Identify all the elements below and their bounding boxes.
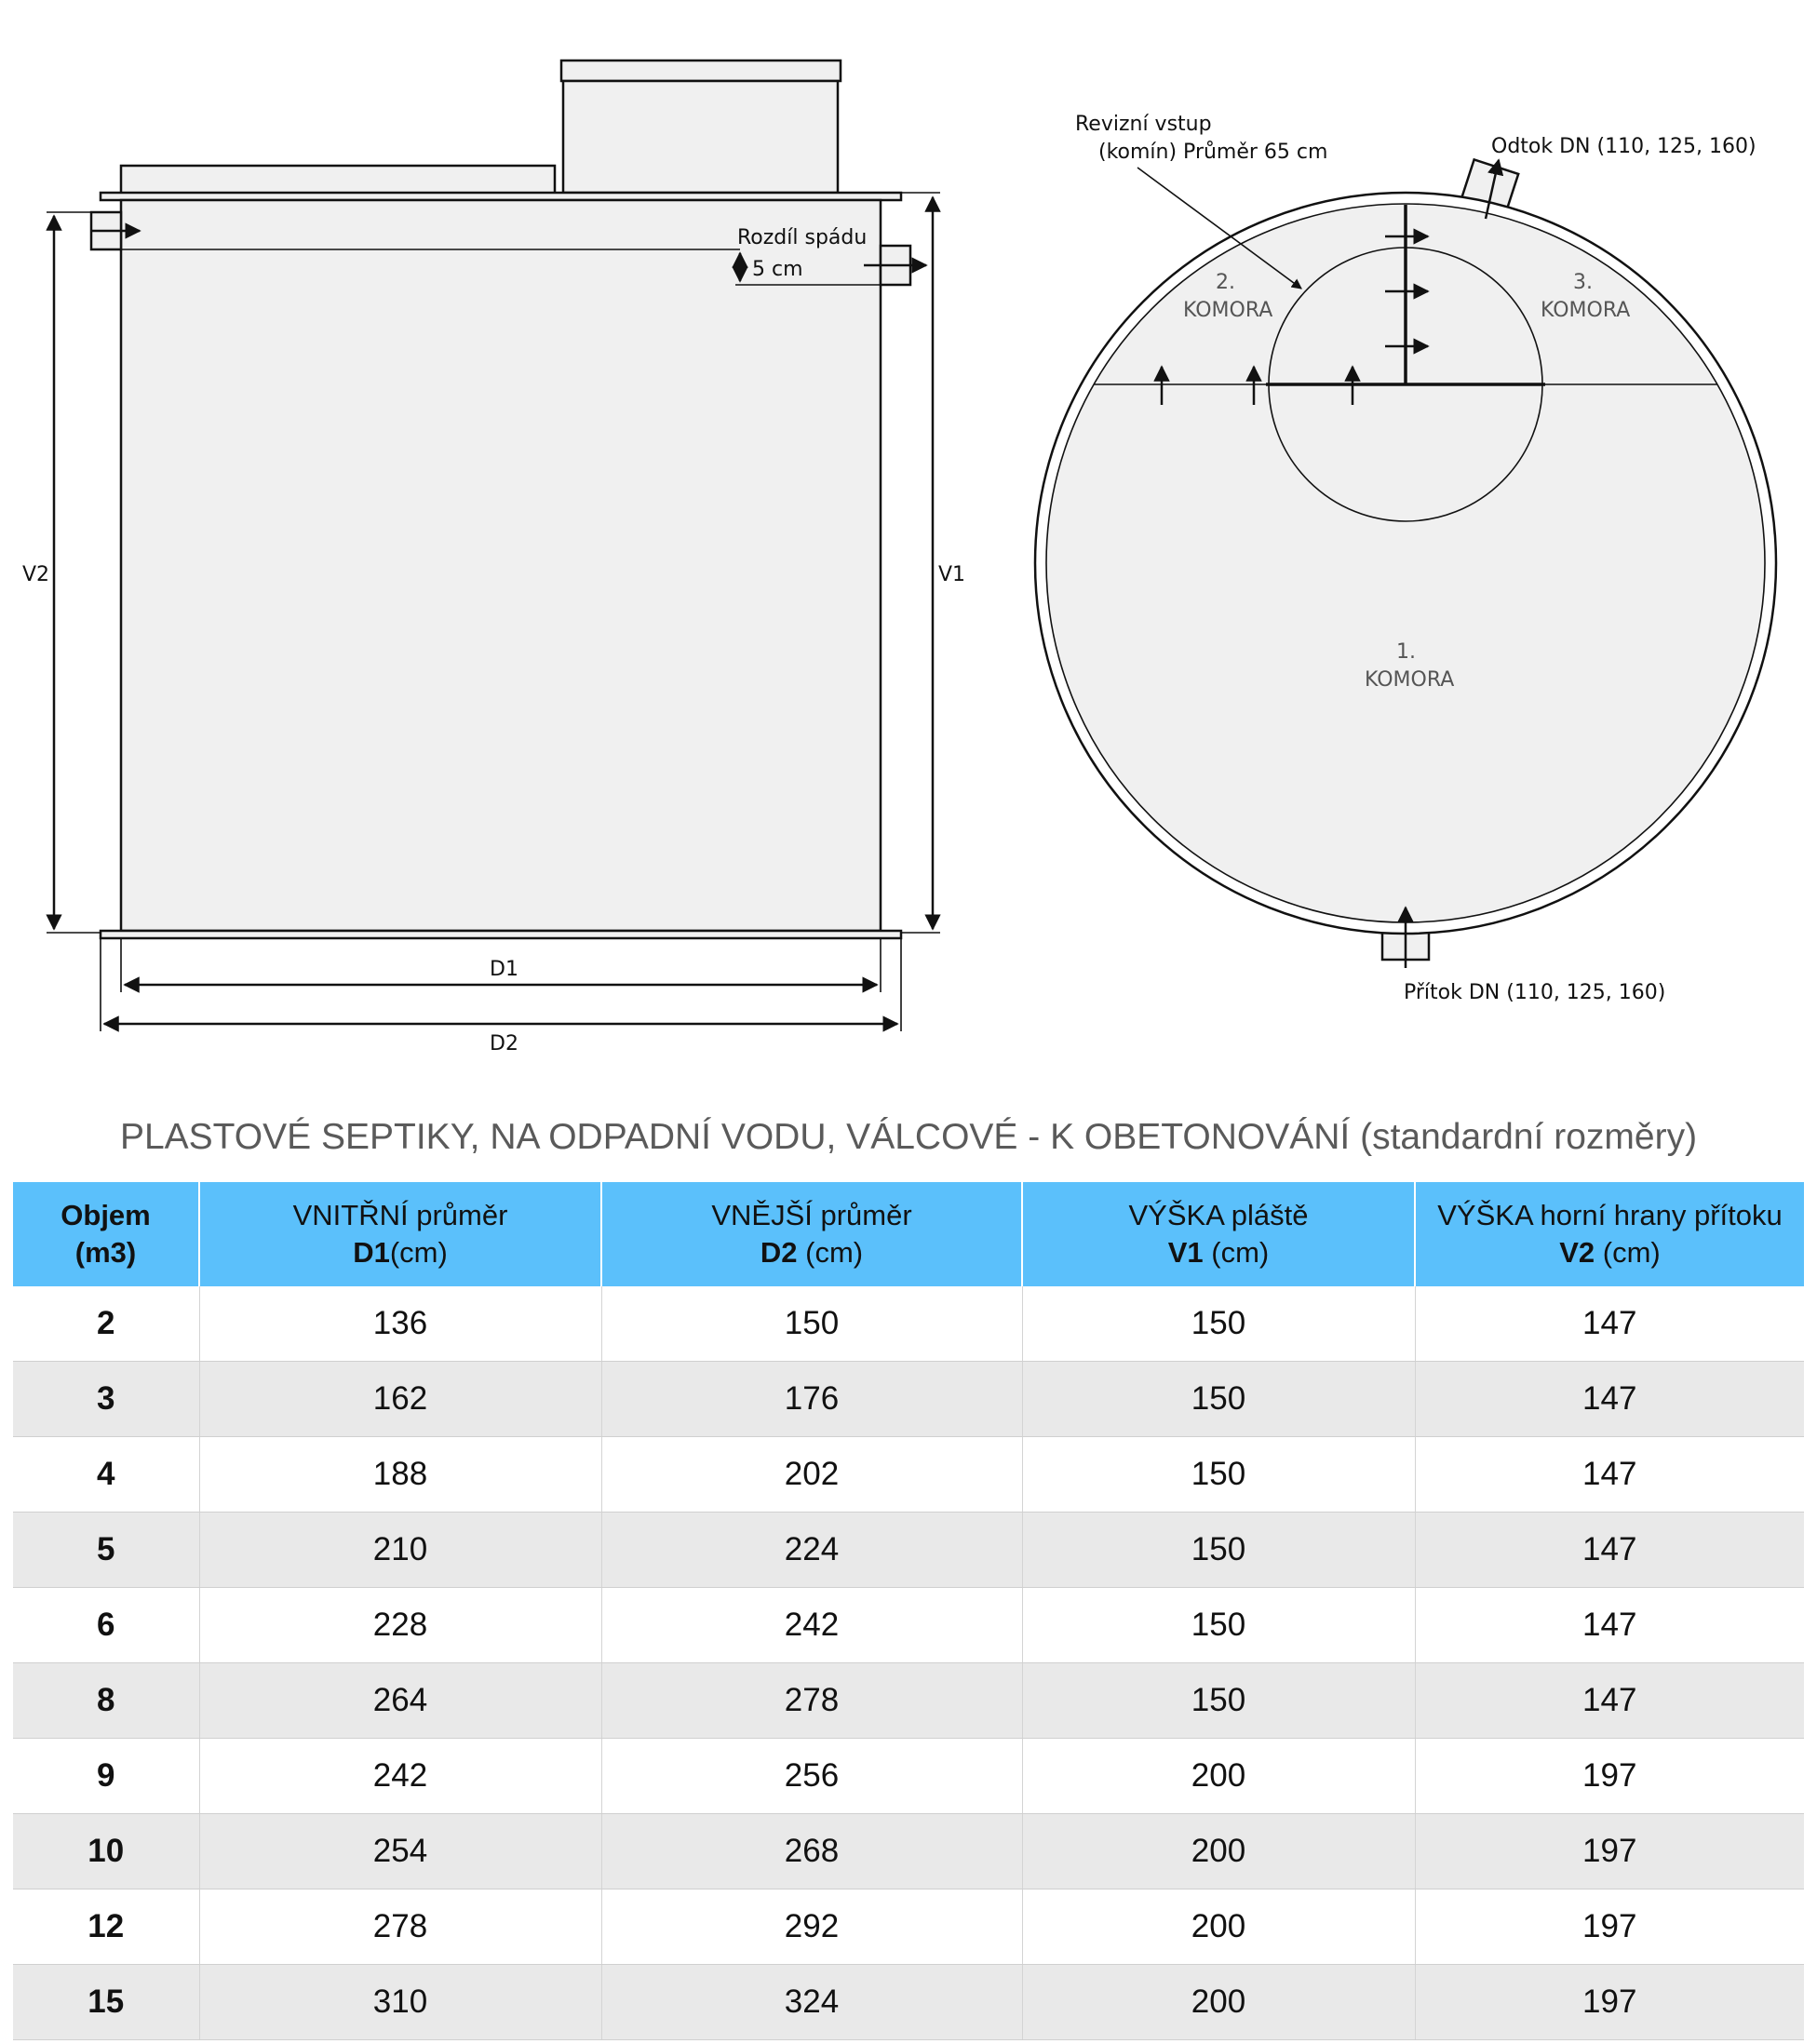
header-shell-height: VÝŠKA pláště V1 (cm) (1022, 1182, 1415, 1286)
d1-label: D1 (490, 958, 518, 981)
chimney (563, 81, 838, 193)
cell-d2: 242 (601, 1588, 1022, 1663)
cell-d1: 228 (199, 1588, 601, 1663)
cell-d1: 136 (199, 1286, 601, 1362)
cell-d2: 256 (601, 1739, 1022, 1814)
cell-v1: 200 (1022, 1739, 1415, 1814)
cell-volume: 5 (13, 1513, 199, 1588)
cell-d2: 224 (601, 1513, 1022, 1588)
cell-d1: 210 (199, 1513, 601, 1588)
cell-d1: 310 (199, 1965, 601, 2040)
cell-d1: 242 (199, 1739, 601, 1814)
table-row (13, 1965, 1804, 2040)
inspection-label-1: Revizní vstup (1075, 113, 1212, 136)
side-view (22, 61, 965, 1056)
cell-v2: 197 (1415, 1739, 1804, 1814)
cell-volume: 15 (13, 1965, 199, 2040)
cell-v1: 200 (1022, 1889, 1415, 1965)
cell-volume: 4 (13, 1437, 199, 1513)
fall-value: 5 cm (752, 258, 803, 281)
table-title: PLASTOVÉ SEPTIKY, NA ODPADNÍ VODU, VÁLCOVÉ - K OBETONOVÁNÍ (standardní rozměry) (119, 1117, 1698, 1157)
dimensions-table (13, 1182, 1804, 2040)
cell-d2: 268 (601, 1814, 1022, 1889)
header-inner-diameter: VNITŘNÍ průměr D1(cm) (199, 1182, 601, 1286)
cell-volume: 6 (13, 1588, 199, 1663)
cell-v1: 150 (1022, 1513, 1415, 1588)
header-outer-diameter: VNĚJŠÍ průměr D2 (cm) (601, 1182, 1022, 1286)
table-row (13, 1889, 1804, 1965)
bottom-flange (101, 931, 901, 938)
inlet-label: Přítok DN (110, 125, 160) (1404, 981, 1666, 1004)
cell-d2: 292 (601, 1889, 1022, 1965)
cell-v2: 147 (1415, 1362, 1804, 1437)
cell-volume: 9 (13, 1739, 199, 1814)
table-row (13, 1513, 1804, 1588)
cell-v1: 150 (1022, 1437, 1415, 1513)
top-view (1035, 113, 1776, 1004)
cell-v2: 197 (1415, 1889, 1804, 1965)
v1-label: V1 (938, 563, 966, 586)
cell-v1: 150 (1022, 1286, 1415, 1362)
cell-d2: 150 (601, 1286, 1022, 1362)
table-row (13, 1663, 1804, 1739)
cell-v2: 197 (1415, 1814, 1804, 1889)
chimney-cap (561, 61, 841, 81)
cell-d2: 202 (601, 1437, 1022, 1513)
cell-v2: 147 (1415, 1588, 1804, 1663)
chamber1-num: 1. (1396, 640, 1416, 664)
table-row (13, 1437, 1804, 1513)
cell-v2: 147 (1415, 1513, 1804, 1588)
cell-d1: 264 (199, 1663, 601, 1739)
cell-volume: 10 (13, 1814, 199, 1889)
chamber2-name: KOMORA (1183, 299, 1273, 322)
cell-v2: 147 (1415, 1437, 1804, 1513)
outlet-label: Odtok DN (110, 125, 160) (1491, 135, 1756, 158)
inspection-label-2: (komín) Průměr 65 cm (1098, 141, 1328, 164)
tank-body (121, 200, 881, 931)
cell-v1: 200 (1022, 1814, 1415, 1889)
v2-label: V2 (22, 563, 50, 586)
cell-v1: 150 (1022, 1362, 1415, 1437)
cell-d2: 176 (601, 1362, 1022, 1437)
table-row (13, 1814, 1804, 1889)
cell-d1: 278 (199, 1889, 601, 1965)
table-row (13, 1362, 1804, 1437)
chamber2-num: 2. (1216, 271, 1235, 294)
chamber3-name: KOMORA (1541, 299, 1631, 322)
chamber1-name: KOMORA (1365, 668, 1455, 692)
cell-volume: 12 (13, 1889, 199, 1965)
header-inlet-height: VÝŠKA horní hrany přítoku V2 (cm) (1415, 1182, 1804, 1286)
cell-d2: 324 (601, 1965, 1022, 2040)
cell-v1: 200 (1022, 1965, 1415, 2040)
table-row (13, 1739, 1804, 1814)
table-row (13, 1588, 1804, 1663)
cell-v1: 150 (1022, 1663, 1415, 1739)
table-row (13, 1286, 1804, 1362)
d2-label: D2 (490, 1032, 518, 1056)
fall-label: Rozdíl spádu (737, 226, 868, 249)
cell-d1: 188 (199, 1437, 601, 1513)
cell-d2: 278 (601, 1663, 1022, 1739)
cell-d1: 254 (199, 1814, 601, 1889)
cell-volume: 2 (13, 1286, 199, 1362)
cell-v2: 197 (1415, 1965, 1804, 2040)
cell-v2: 147 (1415, 1286, 1804, 1362)
table-header-row (13, 1182, 1804, 1286)
chamber3-num: 3. (1573, 271, 1593, 294)
cell-d1: 162 (199, 1362, 601, 1437)
header-volume: Objem (m3) (13, 1182, 199, 1286)
cell-volume: 3 (13, 1362, 199, 1437)
lid (121, 166, 555, 194)
cell-v1: 150 (1022, 1588, 1415, 1663)
cell-volume: 8 (13, 1663, 199, 1739)
cell-v2: 147 (1415, 1663, 1804, 1739)
